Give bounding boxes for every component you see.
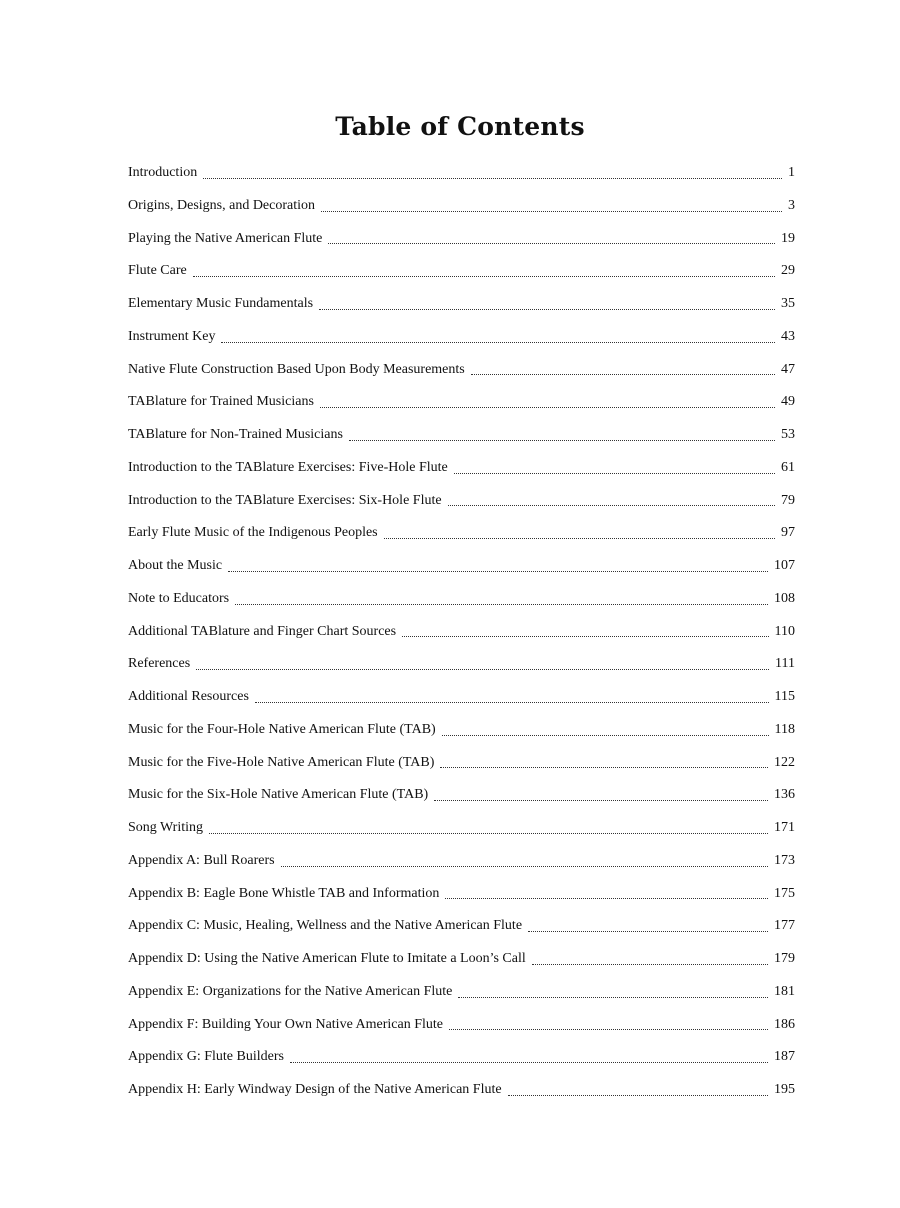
toc-entry [128,714,795,747]
toc-entry-page-number: 118 [774,721,795,737]
toc-entry-page-number: 181 [774,983,795,999]
toc-entry [128,681,795,714]
toc-entry-label: Introduction to the TABlature Exercises: Six-Hole Flute [128,492,442,508]
toc-entry [128,288,795,321]
toc-entry [128,517,795,550]
toc-dot-leader [528,931,768,932]
toc-entry-label: Additional TABlature and Finger Chart Sources [128,623,397,639]
toc-entry-label: Appendix C: Music, Healing, Wellness and the Native American Flute [128,918,523,934]
toc-dot-leader [209,833,768,834]
toc-entry-page-number: 61 [781,459,795,475]
toc-entry-label: About the Music [128,558,223,573]
toc-entry [128,157,795,190]
toc-entry-label: References [128,656,191,672]
toc-entry [128,747,795,780]
page-title: Table of Contents [335,112,585,141]
toc-entry-label: TABlature for Non-Trained Musicians [128,427,343,442]
toc-entry-label: Elementary Music Fundamentals [128,296,314,311]
toc-dot-leader [440,767,768,768]
toc-entry-page-number: 107 [774,558,795,573]
toc-entry-page-number: 3 [788,197,795,213]
toc-dot-leader [458,997,768,998]
toc-entry-page-number: 35 [781,296,795,311]
toc-entry-label: Introduction [128,165,198,180]
toc-dot-leader [319,309,775,310]
toc-dot-leader [196,669,769,670]
toc-dot-leader [471,374,775,375]
toc-dot-leader [532,964,768,965]
toc-entry [128,386,795,419]
toc-dot-leader [203,178,782,179]
toc-dot-leader [193,276,775,277]
toc-entry-page-number: 122 [774,754,795,770]
toc-entry [128,550,795,583]
toc-dot-leader [320,407,775,408]
toc-entry-page-number: 1 [788,165,795,180]
toc-dot-leader [255,702,769,703]
toc-entry [128,583,795,616]
toc-entry-label: Instrument Key [128,328,216,344]
toc-entry-page-number: 43 [781,328,795,344]
toc-entry [128,943,795,976]
toc-entry-page-number: 47 [781,361,795,377]
toc-dot-leader [402,636,768,637]
toc-entry-label: Music for the Six-Hole Native American Flute (TAB) [128,787,429,803]
toc-entry-page-number: 49 [781,394,795,410]
toc-entry-label: Appendix A: Bull Roarers [128,852,275,868]
toc-dot-leader [442,735,769,736]
toc-entry-label: Introduction to the TABlature Exercises: Five-Hole Flute [128,459,448,475]
toc-entry-label: Appendix G: Flute Builders [128,1049,284,1065]
toc-entry [128,354,795,387]
toc-dot-leader [290,1062,768,1063]
toc-dot-leader [328,243,775,244]
toc-entry-label: Note to Educators [128,590,230,606]
toc-entry-label: Appendix B: Eagle Bone Whistle TAB and Information [128,885,440,901]
toc-entry-page-number: 97 [781,525,795,541]
toc-entry-label: Flute Care [128,263,187,279]
toc-entry [128,976,795,1009]
table-of-contents [128,157,795,1107]
toc-dot-leader [235,604,768,605]
toc-entry-page-number: 175 [774,885,795,901]
toc-dot-leader [454,473,775,474]
toc-entry-page-number: 195 [774,1082,795,1097]
toc-entry-label: Additional Resources [128,689,249,704]
toc-entry [128,910,795,943]
toc-entry [128,845,795,878]
toc-entry [128,190,795,223]
toc-entry-page-number: 108 [774,590,795,606]
toc-entry-page-number: 19 [781,230,795,246]
toc-entry-page-number: 79 [781,492,795,508]
toc-dot-leader [445,898,768,899]
toc-entry [128,223,795,256]
toc-dot-leader [321,211,782,212]
toc-entry-page-number: 173 [774,852,795,868]
toc-dot-leader [349,440,775,441]
toc-entry-page-number: 177 [774,918,795,934]
toc-entry-label: Appendix E: Organizations for the Native American Flute [128,983,453,999]
toc-entry-label: Music for the Four-Hole Native American Flute (TAB) [128,721,436,737]
toc-entry [128,419,795,452]
toc-entry [128,616,795,649]
toc-entry-label: Music for the Five-Hole Native American Flute (TAB) [128,754,435,770]
toc-entry [128,812,795,845]
toc-entry-page-number: 110 [774,623,795,639]
toc-dot-leader [228,571,768,572]
toc-entry-page-number: 111 [775,656,795,672]
toc-entry-label: Playing the Native American Flute [128,230,323,246]
toc-entry [128,1041,795,1074]
toc-entry [128,648,795,681]
toc-dot-leader [221,342,775,343]
toc-entry-label: Appendix D: Using the Native American Flute to Imitate a Loon’s Call [128,951,526,966]
toc-entry-page-number: 187 [774,1049,795,1065]
toc-entry [128,779,795,812]
toc-entry [128,485,795,518]
toc-entry-label: Origins, Designs, and Decoration [128,197,316,213]
toc-dot-leader [508,1095,768,1096]
toc-entry-label: Appendix H: Early Windway Design of the Native American Flute [128,1082,502,1097]
toc-entry-page-number: 179 [774,951,795,966]
toc-dot-leader [384,538,775,539]
toc-entry-page-number: 186 [774,1016,795,1032]
toc-dot-leader [281,866,768,867]
toc-entry-page-number: 136 [774,787,795,803]
toc-entry-label: Appendix F: Building Your Own Native American Flute [128,1016,443,1032]
toc-entry [128,1009,795,1042]
toc-entry-page-number: 115 [774,689,795,704]
toc-dot-leader [449,1029,768,1030]
toc-entry [128,255,795,288]
toc-entry-page-number: 29 [781,263,795,279]
toc-entry-label: Song Writing [128,820,204,835]
toc-entry [128,321,795,354]
toc-entry [128,452,795,485]
toc-entry [128,878,795,911]
toc-entry-page-number: 53 [781,427,795,442]
toc-entry-label: TABlature for Trained Musicians [128,394,314,410]
toc-entry-label: Early Flute Music of the Indigenous Peoples [128,525,378,541]
toc-entry [128,1074,795,1107]
toc-dot-leader [434,800,768,801]
toc-dot-leader [448,505,775,506]
toc-entry-page-number: 171 [774,820,795,835]
toc-entry-label: Native Flute Construction Based Upon Body Measurements [128,361,465,377]
